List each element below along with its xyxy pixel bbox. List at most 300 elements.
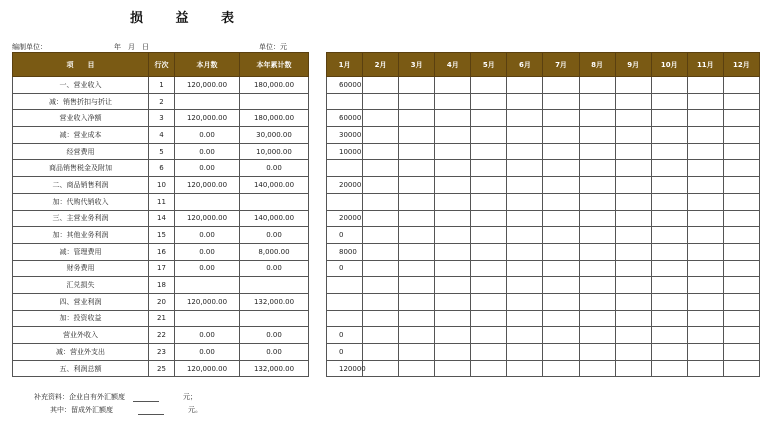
row-line-cell[interactable]: 20 bbox=[149, 293, 175, 310]
row-month-cell[interactable]: 0.00 bbox=[175, 344, 240, 361]
row-ytd-cell[interactable]: 8,000.00 bbox=[240, 243, 309, 260]
month-value-cell[interactable] bbox=[651, 77, 687, 94]
month-value-cell[interactable] bbox=[363, 260, 399, 277]
fill-line-2[interactable] bbox=[138, 406, 164, 415]
month-value-cell[interactable] bbox=[651, 160, 687, 177]
month-value-cell[interactable] bbox=[723, 160, 759, 177]
row-ytd-cell[interactable]: 132,000.00 bbox=[240, 360, 309, 377]
month-value-cell[interactable] bbox=[615, 327, 651, 344]
month-value-cell[interactable] bbox=[543, 277, 579, 294]
row-ytd-cell[interactable] bbox=[240, 93, 309, 110]
row-item-cell[interactable]: 减：营业外支出 bbox=[13, 344, 149, 361]
month-value-cell[interactable] bbox=[363, 77, 399, 94]
month-value-cell[interactable] bbox=[399, 360, 435, 377]
row-line-cell[interactable]: 6 bbox=[149, 160, 175, 177]
month-value-cell[interactable] bbox=[363, 293, 399, 310]
month-value-cell[interactable] bbox=[507, 193, 543, 210]
month-value-cell[interactable] bbox=[543, 293, 579, 310]
month-value-cell[interactable] bbox=[471, 160, 507, 177]
jan-value-cell[interactable]: 10000 bbox=[327, 143, 363, 160]
month-value-cell[interactable] bbox=[651, 260, 687, 277]
month-value-cell[interactable] bbox=[651, 243, 687, 260]
month-value-cell[interactable] bbox=[435, 127, 471, 144]
month-value-cell[interactable] bbox=[615, 127, 651, 144]
month-value-cell[interactable] bbox=[687, 143, 723, 160]
month-value-cell[interactable] bbox=[435, 143, 471, 160]
month-value-cell[interactable] bbox=[543, 210, 579, 227]
month-value-cell[interactable] bbox=[399, 177, 435, 194]
month-value-cell[interactable] bbox=[687, 360, 723, 377]
month-value-cell[interactable] bbox=[651, 327, 687, 344]
month-value-cell[interactable] bbox=[651, 193, 687, 210]
month-value-cell[interactable] bbox=[579, 260, 615, 277]
month-value-cell[interactable] bbox=[723, 143, 759, 160]
row-ytd-cell[interactable]: 0.00 bbox=[240, 260, 309, 277]
month-value-cell[interactable] bbox=[687, 177, 723, 194]
month-value-cell[interactable] bbox=[687, 243, 723, 260]
row-item-cell[interactable]: 四、营业利润 bbox=[13, 293, 149, 310]
month-value-cell[interactable] bbox=[579, 127, 615, 144]
month-value-cell[interactable] bbox=[723, 293, 759, 310]
table-row bbox=[13, 327, 309, 344]
month-value-cell[interactable] bbox=[651, 227, 687, 244]
table-row bbox=[13, 110, 309, 127]
month-value-cell[interactable] bbox=[615, 77, 651, 94]
month-value-cell[interactable] bbox=[363, 143, 399, 160]
jan-value-cell[interactable]: 8000 bbox=[327, 243, 363, 260]
month-value-cell[interactable] bbox=[507, 360, 543, 377]
row-item-cell[interactable]: 加：投资收益 bbox=[13, 310, 149, 327]
row-item-cell[interactable]: 商品销售税金及附加 bbox=[13, 160, 149, 177]
month-value-cell[interactable] bbox=[687, 110, 723, 127]
month-value-cell[interactable] bbox=[723, 110, 759, 127]
month-value-cell[interactable] bbox=[579, 193, 615, 210]
jan-value-cell[interactable] bbox=[327, 277, 363, 294]
month-value-cell[interactable] bbox=[435, 344, 471, 361]
month-value-cell[interactable] bbox=[399, 143, 435, 160]
month-value-cell[interactable] bbox=[363, 110, 399, 127]
month-value-cell[interactable] bbox=[723, 127, 759, 144]
month-value-cell[interactable] bbox=[687, 193, 723, 210]
month-value-cell[interactable] bbox=[651, 344, 687, 361]
month-value-cell[interactable] bbox=[399, 260, 435, 277]
month-value-cell[interactable] bbox=[471, 193, 507, 210]
row-month-cell[interactable] bbox=[175, 310, 240, 327]
month-value-cell[interactable] bbox=[723, 360, 759, 377]
month-value-cell[interactable] bbox=[543, 177, 579, 194]
row-ytd-cell[interactable]: 140,000.00 bbox=[240, 177, 309, 194]
month-value-cell[interactable] bbox=[507, 293, 543, 310]
row-line-cell[interactable]: 18 bbox=[149, 277, 175, 294]
month-value-cell[interactable] bbox=[687, 293, 723, 310]
month-value-cell[interactable] bbox=[543, 127, 579, 144]
month-value-cell[interactable] bbox=[615, 210, 651, 227]
jan-value-cell[interactable]: 20000 bbox=[327, 210, 363, 227]
row-line-cell[interactable]: 16 bbox=[149, 243, 175, 260]
jan-value-cell[interactable]: 120000 bbox=[327, 360, 363, 377]
month-value-cell[interactable] bbox=[579, 243, 615, 260]
month-value-cell[interactable] bbox=[723, 243, 759, 260]
month-value-cell[interactable] bbox=[435, 93, 471, 110]
row-month-cell[interactable]: 120,000.00 bbox=[175, 210, 240, 227]
month-value-cell[interactable] bbox=[723, 327, 759, 344]
month-value-cell[interactable] bbox=[471, 344, 507, 361]
jan-value-cell[interactable]: 60000 bbox=[327, 77, 363, 94]
month-value-cell[interactable] bbox=[471, 260, 507, 277]
month-value-cell[interactable] bbox=[579, 160, 615, 177]
month-value-cell[interactable] bbox=[471, 277, 507, 294]
month-value-cell[interactable] bbox=[579, 227, 615, 244]
month-value-cell[interactable] bbox=[471, 143, 507, 160]
month-value-cell[interactable] bbox=[615, 277, 651, 294]
month-value-cell[interactable] bbox=[507, 110, 543, 127]
row-ytd-cell[interactable]: 140,000.00 bbox=[240, 210, 309, 227]
month-value-cell[interactable] bbox=[543, 227, 579, 244]
jan-value-cell[interactable]: 0 bbox=[327, 327, 363, 344]
month-value-cell[interactable] bbox=[579, 93, 615, 110]
month-value-cell[interactable] bbox=[363, 243, 399, 260]
month-value-cell[interactable] bbox=[543, 93, 579, 110]
row-line-cell[interactable]: 25 bbox=[149, 360, 175, 377]
row-month-cell[interactable] bbox=[175, 193, 240, 210]
row-ytd-cell[interactable]: 30,000.00 bbox=[240, 127, 309, 144]
month-value-cell[interactable] bbox=[687, 310, 723, 327]
row-line-cell[interactable]: 4 bbox=[149, 127, 175, 144]
jan-value-cell[interactable]: 0 bbox=[327, 227, 363, 244]
month-value-cell[interactable] bbox=[651, 93, 687, 110]
jan-value-cell[interactable]: 30000 bbox=[327, 127, 363, 144]
month-value-cell[interactable] bbox=[507, 210, 543, 227]
month-value-cell[interactable] bbox=[435, 277, 471, 294]
month-value-cell[interactable] bbox=[543, 143, 579, 160]
month-value-cell[interactable] bbox=[615, 293, 651, 310]
month-value-cell[interactable] bbox=[363, 210, 399, 227]
month-value-cell[interactable] bbox=[399, 127, 435, 144]
month-value-cell[interactable] bbox=[579, 177, 615, 194]
month-value-cell[interactable] bbox=[723, 277, 759, 294]
month-value-cell[interactable] bbox=[435, 210, 471, 227]
month-value-cell[interactable] bbox=[543, 260, 579, 277]
month-value-cell[interactable] bbox=[615, 360, 651, 377]
month-value-cell[interactable] bbox=[507, 127, 543, 144]
month-value-cell[interactable] bbox=[615, 143, 651, 160]
month-value-cell[interactable] bbox=[723, 310, 759, 327]
month-value-cell[interactable] bbox=[507, 93, 543, 110]
month-value-cell[interactable] bbox=[471, 177, 507, 194]
row-month-cell[interactable]: 0.00 bbox=[175, 143, 240, 160]
row-item-cell[interactable]: 三、主营业务利润 bbox=[13, 210, 149, 227]
month-header: 3月 bbox=[399, 53, 435, 77]
month-value-cell[interactable] bbox=[435, 310, 471, 327]
row-ytd-cell[interactable]: 132,000.00 bbox=[240, 293, 309, 310]
row-ytd-cell[interactable]: 180,000.00 bbox=[240, 77, 309, 94]
month-value-cell[interactable] bbox=[615, 260, 651, 277]
row-month-cell[interactable]: 0.00 bbox=[175, 260, 240, 277]
month-value-cell[interactable] bbox=[435, 227, 471, 244]
month-value-cell[interactable] bbox=[507, 344, 543, 361]
month-value-cell[interactable] bbox=[507, 243, 543, 260]
month-value-cell[interactable] bbox=[471, 310, 507, 327]
month-value-cell[interactable] bbox=[723, 344, 759, 361]
month-value-cell[interactable] bbox=[507, 143, 543, 160]
month-value-cell[interactable] bbox=[363, 344, 399, 361]
jan-value-cell[interactable]: 0 bbox=[327, 260, 363, 277]
month-row bbox=[327, 110, 760, 127]
month-value-cell[interactable] bbox=[543, 360, 579, 377]
row-ytd-cell[interactable]: 180,000.00 bbox=[240, 110, 309, 127]
month-value-cell[interactable] bbox=[687, 77, 723, 94]
month-value-cell[interactable] bbox=[471, 293, 507, 310]
row-item-cell[interactable]: 二、商品销售利润 bbox=[13, 177, 149, 194]
month-value-cell[interactable] bbox=[399, 210, 435, 227]
month-value-cell[interactable] bbox=[543, 160, 579, 177]
jan-value-cell[interactable] bbox=[327, 160, 363, 177]
month-value-cell[interactable] bbox=[651, 310, 687, 327]
month-value-cell[interactable] bbox=[687, 93, 723, 110]
month-value-cell[interactable] bbox=[579, 360, 615, 377]
month-value-cell[interactable] bbox=[543, 310, 579, 327]
jan-value-cell[interactable]: 20000 bbox=[327, 177, 363, 194]
jan-value-cell[interactable] bbox=[327, 193, 363, 210]
month-value-cell[interactable] bbox=[651, 110, 687, 127]
month-value-cell[interactable] bbox=[363, 177, 399, 194]
fill-line-1[interactable] bbox=[133, 393, 159, 402]
row-line-cell[interactable]: 23 bbox=[149, 344, 175, 361]
month-value-cell[interactable] bbox=[615, 193, 651, 210]
month-value-cell[interactable] bbox=[471, 227, 507, 244]
row-ytd-cell[interactable] bbox=[240, 310, 309, 327]
month-value-cell[interactable] bbox=[579, 110, 615, 127]
row-item-cell[interactable]: 营业收入净额 bbox=[13, 110, 149, 127]
month-value-cell[interactable] bbox=[543, 327, 579, 344]
month-value-cell[interactable] bbox=[471, 127, 507, 144]
row-line-cell[interactable]: 2 bbox=[149, 93, 175, 110]
row-item-cell[interactable]: 一、营业收入 bbox=[13, 77, 149, 94]
month-value-cell[interactable] bbox=[363, 160, 399, 177]
month-value-cell[interactable] bbox=[507, 160, 543, 177]
row-item-cell[interactable]: 减：管理费用 bbox=[13, 243, 149, 260]
month-row bbox=[327, 344, 760, 361]
month-value-cell[interactable] bbox=[471, 110, 507, 127]
month-value-cell[interactable] bbox=[399, 243, 435, 260]
month-value-cell[interactable] bbox=[471, 360, 507, 377]
month-value-cell[interactable] bbox=[363, 327, 399, 344]
report-date-label: 年 月 日 bbox=[114, 43, 149, 51]
month-value-cell[interactable] bbox=[687, 260, 723, 277]
row-ytd-cell[interactable]: 0.00 bbox=[240, 344, 309, 361]
month-value-cell[interactable] bbox=[435, 243, 471, 260]
income-statement-table bbox=[12, 52, 309, 377]
month-value-cell[interactable] bbox=[399, 310, 435, 327]
month-value-cell[interactable] bbox=[471, 243, 507, 260]
month-value-cell[interactable] bbox=[579, 277, 615, 294]
jan-value-cell[interactable]: 0 bbox=[327, 344, 363, 361]
row-month-cell[interactable] bbox=[175, 93, 240, 110]
row-month-cell[interactable]: 120,000.00 bbox=[175, 293, 240, 310]
month-value-cell[interactable] bbox=[579, 143, 615, 160]
month-value-cell[interactable] bbox=[363, 93, 399, 110]
month-value-cell[interactable] bbox=[651, 277, 687, 294]
month-value-cell[interactable] bbox=[687, 344, 723, 361]
month-value-cell[interactable] bbox=[651, 143, 687, 160]
month-value-cell[interactable] bbox=[471, 77, 507, 94]
month-value-cell[interactable] bbox=[507, 277, 543, 294]
month-value-cell[interactable] bbox=[363, 310, 399, 327]
row-item-cell[interactable]: 减：销售折扣与折让 bbox=[13, 93, 149, 110]
month-value-cell[interactable] bbox=[579, 327, 615, 344]
row-month-cell[interactable]: 0.00 bbox=[175, 243, 240, 260]
month-value-cell[interactable] bbox=[543, 110, 579, 127]
month-value-cell[interactable] bbox=[399, 193, 435, 210]
row-line-cell[interactable]: 15 bbox=[149, 227, 175, 244]
month-value-cell[interactable] bbox=[363, 227, 399, 244]
month-value-cell[interactable] bbox=[579, 344, 615, 361]
row-line-cell[interactable]: 10 bbox=[149, 177, 175, 194]
month-value-cell[interactable] bbox=[615, 344, 651, 361]
row-month-cell[interactable]: 120,000.00 bbox=[175, 360, 240, 377]
month-value-cell[interactable] bbox=[399, 277, 435, 294]
month-value-cell[interactable] bbox=[543, 193, 579, 210]
row-month-cell[interactable]: 120,000.00 bbox=[175, 177, 240, 194]
month-value-cell[interactable] bbox=[723, 260, 759, 277]
jan-value-cell[interactable]: 60000 bbox=[327, 110, 363, 127]
month-value-cell[interactable] bbox=[723, 77, 759, 94]
month-value-cell[interactable] bbox=[399, 110, 435, 127]
row-month-cell[interactable]: 120,000.00 bbox=[175, 110, 240, 127]
month-value-cell[interactable] bbox=[471, 210, 507, 227]
month-value-cell[interactable] bbox=[543, 243, 579, 260]
row-line-cell[interactable]: 1 bbox=[149, 77, 175, 94]
month-value-cell[interactable] bbox=[399, 227, 435, 244]
month-value-cell[interactable] bbox=[543, 77, 579, 94]
month-value-cell[interactable] bbox=[471, 327, 507, 344]
month-value-cell[interactable] bbox=[435, 293, 471, 310]
row-ytd-cell[interactable]: 10,000.00 bbox=[240, 143, 309, 160]
month-value-cell[interactable] bbox=[435, 160, 471, 177]
month-value-cell[interactable] bbox=[579, 210, 615, 227]
row-item-cell[interactable]: 加：代购代销收入 bbox=[13, 193, 149, 210]
month-value-cell[interactable] bbox=[363, 360, 399, 377]
month-value-cell[interactable] bbox=[651, 127, 687, 144]
month-value-cell[interactable] bbox=[723, 177, 759, 194]
row-month-cell[interactable] bbox=[175, 277, 240, 294]
month-value-cell[interactable] bbox=[615, 227, 651, 244]
jan-value-cell[interactable] bbox=[327, 93, 363, 110]
month-value-cell[interactable] bbox=[651, 293, 687, 310]
month-value-cell[interactable] bbox=[651, 360, 687, 377]
month-value-cell[interactable] bbox=[435, 110, 471, 127]
row-item-cell[interactable]: 加：其他业务利润 bbox=[13, 227, 149, 244]
month-value-cell[interactable] bbox=[579, 293, 615, 310]
month-value-cell[interactable] bbox=[615, 110, 651, 127]
month-value-cell[interactable] bbox=[435, 360, 471, 377]
month-value-cell[interactable] bbox=[687, 127, 723, 144]
month-value-cell[interactable] bbox=[579, 310, 615, 327]
month-value-cell[interactable] bbox=[507, 177, 543, 194]
month-value-cell[interactable] bbox=[507, 327, 543, 344]
month-value-cell[interactable] bbox=[399, 77, 435, 94]
month-value-cell[interactable] bbox=[687, 327, 723, 344]
month-value-cell[interactable] bbox=[471, 93, 507, 110]
month-value-cell[interactable] bbox=[615, 310, 651, 327]
month-value-cell[interactable] bbox=[435, 327, 471, 344]
row-month-cell[interactable]: 0.00 bbox=[175, 227, 240, 244]
month-value-cell[interactable] bbox=[363, 277, 399, 294]
month-value-cell[interactable] bbox=[723, 93, 759, 110]
row-ytd-cell[interactable] bbox=[240, 277, 309, 294]
month-value-cell[interactable] bbox=[399, 93, 435, 110]
month-value-cell[interactable] bbox=[435, 193, 471, 210]
month-value-cell[interactable] bbox=[723, 210, 759, 227]
month-value-cell[interactable] bbox=[651, 210, 687, 227]
row-line-cell[interactable]: 14 bbox=[149, 210, 175, 227]
month-value-cell[interactable] bbox=[615, 177, 651, 194]
month-value-cell[interactable] bbox=[651, 177, 687, 194]
row-line-cell[interactable]: 3 bbox=[149, 110, 175, 127]
row-line-cell[interactable]: 22 bbox=[149, 327, 175, 344]
row-item-cell[interactable]: 财务费用 bbox=[13, 260, 149, 277]
row-ytd-cell[interactable] bbox=[240, 193, 309, 210]
row-line-cell[interactable]: 17 bbox=[149, 260, 175, 277]
month-value-cell[interactable] bbox=[507, 260, 543, 277]
jan-value-cell[interactable] bbox=[327, 293, 363, 310]
row-month-cell[interactable]: 120,000.00 bbox=[175, 77, 240, 94]
month-value-cell[interactable] bbox=[543, 344, 579, 361]
month-value-cell[interactable] bbox=[723, 193, 759, 210]
month-value-cell[interactable] bbox=[615, 243, 651, 260]
month-value-cell[interactable] bbox=[363, 127, 399, 144]
row-item-cell[interactable]: 营业外收入 bbox=[13, 327, 149, 344]
row-ytd-cell[interactable]: 0.00 bbox=[240, 160, 309, 177]
row-line-cell[interactable]: 21 bbox=[149, 310, 175, 327]
row-month-cell[interactable]: 0.00 bbox=[175, 160, 240, 177]
month-value-cell[interactable] bbox=[687, 277, 723, 294]
month-value-cell[interactable] bbox=[435, 260, 471, 277]
month-header: 10月 bbox=[651, 53, 687, 77]
month-value-cell[interactable] bbox=[687, 160, 723, 177]
month-value-cell[interactable] bbox=[687, 227, 723, 244]
row-ytd-cell[interactable]: 0.00 bbox=[240, 327, 309, 344]
month-value-cell[interactable] bbox=[363, 193, 399, 210]
row-item-cell[interactable]: 经营费用 bbox=[13, 143, 149, 160]
month-value-cell[interactable] bbox=[399, 327, 435, 344]
month-value-cell[interactable] bbox=[579, 77, 615, 94]
row-line-cell[interactable]: 11 bbox=[149, 193, 175, 210]
row-line-cell[interactable]: 5 bbox=[149, 143, 175, 160]
month-value-cell[interactable] bbox=[507, 310, 543, 327]
row-month-cell[interactable]: 0.00 bbox=[175, 127, 240, 144]
month-value-cell[interactable] bbox=[399, 160, 435, 177]
row-item-cell[interactable]: 汇兑损失 bbox=[13, 277, 149, 294]
month-value-cell[interactable] bbox=[615, 160, 651, 177]
month-value-cell[interactable] bbox=[399, 344, 435, 361]
row-ytd-cell[interactable]: 0.00 bbox=[240, 227, 309, 244]
row-item-cell[interactable]: 五、利润总额 bbox=[13, 360, 149, 377]
jan-value-cell[interactable] bbox=[327, 310, 363, 327]
month-value-cell[interactable] bbox=[615, 93, 651, 110]
month-value-cell[interactable] bbox=[723, 227, 759, 244]
row-item-cell[interactable]: 减：营业成本 bbox=[13, 127, 149, 144]
monthly-table bbox=[326, 52, 760, 377]
month-value-cell[interactable] bbox=[687, 210, 723, 227]
month-value-cell[interactable] bbox=[399, 293, 435, 310]
month-value-cell[interactable] bbox=[507, 227, 543, 244]
month-value-cell[interactable] bbox=[435, 177, 471, 194]
table-row bbox=[13, 310, 309, 327]
row-month-cell[interactable]: 0.00 bbox=[175, 327, 240, 344]
month-value-cell[interactable] bbox=[507, 77, 543, 94]
month-value-cell[interactable] bbox=[435, 77, 471, 94]
